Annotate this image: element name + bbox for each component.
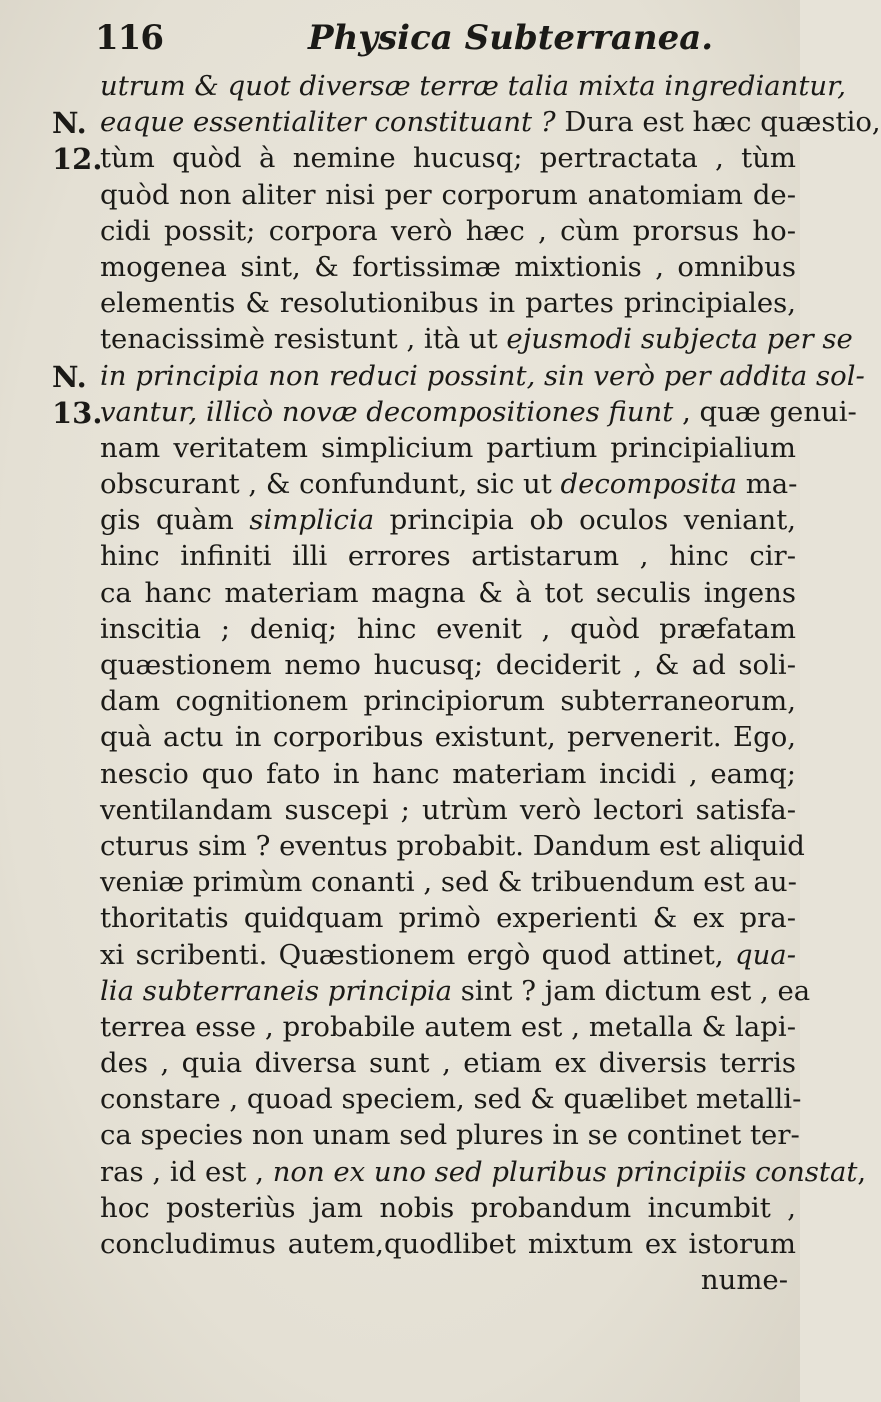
roman-text: elementis & resolutionibus in partes principiales,: [100, 287, 796, 320]
roman-text: ca species non unam sed plures in se continet ter-: [100, 1119, 800, 1152]
italic-text: lia subterraneis principia: [100, 974, 453, 1007]
roman-text: tenacissimè resistunt , ità ut: [100, 323, 507, 356]
text-line: [100, 1154, 867, 1190]
text-line: [100, 104, 881, 140]
text-line: [100, 466, 796, 502]
roman-text: principia ob oculos veniant,: [374, 504, 796, 537]
text-line: [100, 973, 811, 1009]
roman-text: hoc posteriùs jam nobis probandum incumbit ,: [100, 1191, 796, 1224]
text-line: [100, 140, 796, 176]
roman-text: , quæ genui-: [673, 395, 857, 428]
page-header: [0, 12, 800, 62]
text-line: [100, 68, 846, 104]
text-line: [100, 828, 805, 864]
text-line: [100, 1117, 800, 1153]
italic-text: qua-: [734, 938, 796, 971]
text-line: [100, 611, 796, 647]
text-line: [100, 900, 796, 936]
margin-notes: [0, 0, 103, 1402]
roman-text: inscitia ; deniq; hinc evenit , quòd præfatam: [100, 612, 796, 645]
text-line: [100, 1009, 796, 1045]
text-line: [100, 321, 853, 357]
roman-text: nescio quo fato in hanc materiam incidi , eamq;: [100, 757, 796, 790]
italic-text: simplicia: [249, 504, 375, 537]
text-line: [100, 756, 796, 792]
roman-text: nam veritatem simplicium partium principialium: [100, 431, 796, 464]
roman-text: obscurant , & confundunt, sic ut: [100, 468, 561, 501]
roman-text: des , quia diversa sunt , etiam ex diversis terris: [100, 1047, 796, 1080]
text-line: [100, 575, 796, 611]
margin-note: N.: [52, 359, 87, 394]
roman-text: cidi possit; corpora verò hæc , cùm prorsus ho-: [100, 214, 796, 247]
roman-text: veniæ primùm conanti , sed & tribuendum est au-: [100, 866, 797, 899]
roman-text: ,: [857, 1155, 867, 1188]
roman-text: Dura est hæc quæstio,: [555, 106, 881, 139]
text-line: [100, 647, 796, 683]
italic-text: decomposita: [560, 468, 737, 501]
roman-text: xi scribenti. Quæstionem ergò quod attinet,: [100, 938, 735, 971]
roman-text: sint ? jam dictum est , ea: [452, 974, 811, 1007]
roman-text: ventilandam suscepi ; utrùm verò lectori satisfa-: [100, 793, 796, 826]
text-line: [100, 1081, 802, 1117]
text-line: [100, 213, 796, 249]
text-line: [100, 285, 796, 321]
italic-text: vantur, illicò novæ decompositiones fiunt: [100, 395, 674, 428]
catchword: nume-: [700, 1264, 788, 1297]
italic-text: in principia non reduci possint, sin verò per addita sol-: [100, 359, 865, 392]
margin-note: 12.: [52, 142, 103, 177]
roman-text: terrea esse , probabile autem est , metalla & lapi-: [100, 1010, 796, 1043]
italic-text: ejusmodi subjecta per se: [506, 323, 853, 356]
margin-note: N.: [52, 106, 87, 141]
text-body: [100, 68, 881, 1298]
running-head: Physica Subterranea.: [308, 18, 714, 58]
text-line: [100, 502, 796, 538]
roman-text: quòd non aliter nisi per corporum anatomiam de-: [100, 178, 796, 211]
roman-text: constare , quoad speciem, sed & quælibet metalli-: [100, 1083, 802, 1116]
text-line: [100, 394, 857, 430]
text-line: [100, 719, 796, 755]
text-line: [100, 249, 796, 285]
text-line: [100, 358, 865, 394]
roman-text: ca hanc materiam magna & à tot seculis ingens: [100, 576, 796, 609]
text-line: [100, 683, 796, 719]
roman-text: tùm quòd à nemine hucusq; pertractata , tùm: [100, 142, 796, 175]
roman-text: ras , id est ,: [100, 1155, 273, 1188]
roman-text: gis quàm: [100, 504, 250, 537]
italic-text: non ex uno sed pluribus principiis constat: [272, 1155, 858, 1188]
roman-text: concludimus autem,quodlibet mixtum ex istorum: [100, 1228, 796, 1260]
page-number: 116: [95, 18, 163, 58]
text-line: [100, 177, 796, 213]
roman-text: ma-: [736, 468, 798, 501]
italic-text: eaque essentialiter constituant ?: [100, 106, 556, 139]
text-line: [100, 792, 796, 828]
text-line: [100, 1190, 796, 1226]
text-line: [100, 1045, 796, 1081]
roman-text: thoritatis quidquam primò experienti & ex pra-: [100, 902, 796, 935]
italic-text: utrum & quot diversæ terræ talia mixta ingrediantur,: [100, 70, 846, 102]
roman-text: quà actu in corporibus existunt, pervenerit. Ego,: [100, 721, 796, 754]
text-line: [100, 937, 796, 973]
text-line: [100, 1226, 796, 1262]
text-line: [100, 864, 796, 900]
roman-text: mogenea sint, & fortissimæ mixtionis , omnibus: [100, 250, 796, 283]
margin-note: 13.: [52, 395, 103, 430]
roman-text: quæstionem nemo hucusq; deciderit , & ad soli-: [100, 649, 796, 681]
roman-text: hinc infiniti illi errores artistarum , hinc cir-: [100, 540, 796, 573]
text-line: [100, 538, 796, 574]
text-line: [100, 430, 796, 466]
roman-text: cturus sim ? eventus probabit. Dandum est aliquid: [100, 829, 805, 862]
roman-text: dam cognitionem principiorum subterraneorum,: [100, 685, 796, 718]
